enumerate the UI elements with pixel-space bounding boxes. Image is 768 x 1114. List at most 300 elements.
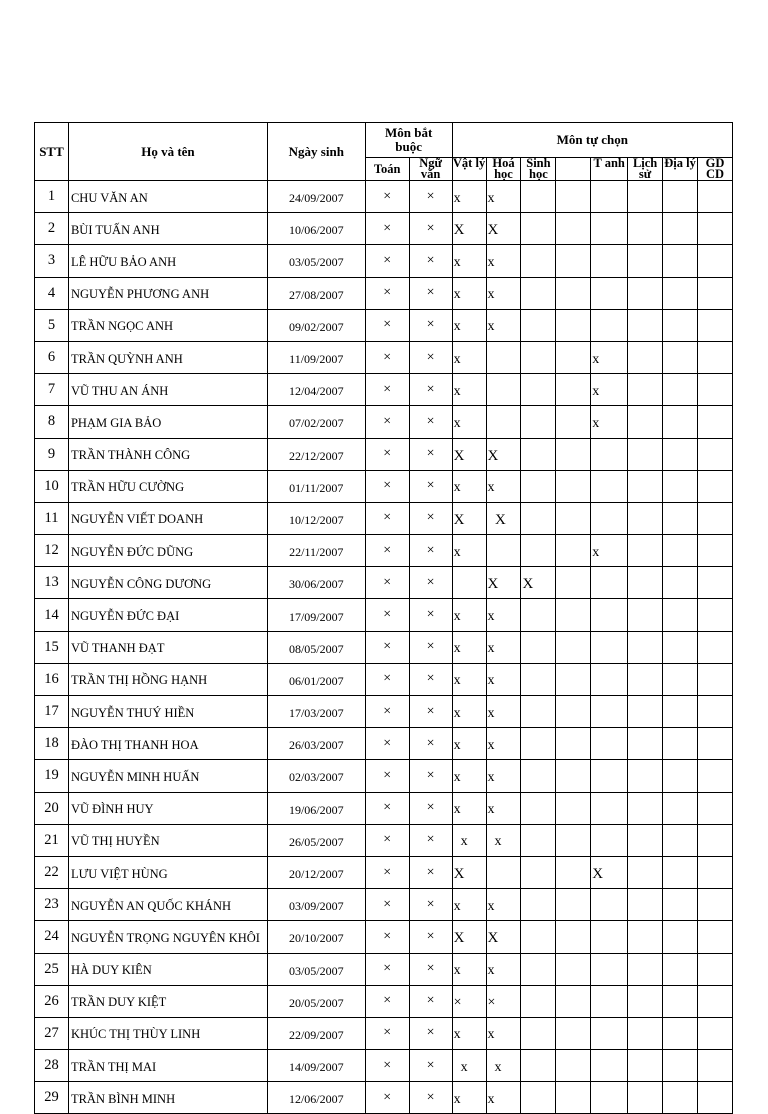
optional-mark: ×: [486, 985, 521, 1017]
optional-mark: x: [486, 889, 521, 921]
row-stt: 15: [35, 631, 69, 663]
optional-mark: [591, 277, 628, 309]
required-mark: ×: [409, 374, 452, 406]
optional-mark: [521, 599, 556, 631]
table-row: [35, 631, 733, 663]
header-dob: Ngày sinh: [267, 123, 365, 181]
optional-mark: [521, 696, 556, 728]
optional-mark: [628, 824, 663, 856]
row-name: VŨ THANH ĐẠT: [68, 631, 267, 663]
optional-mark: X: [521, 567, 556, 599]
optional-mark: [663, 921, 698, 953]
optional-mark: [591, 824, 628, 856]
optional-mark: [628, 921, 663, 953]
optional-mark: x: [591, 535, 628, 567]
row-dob: 11/09/2007: [267, 341, 365, 373]
optional-mark: x: [452, 760, 486, 792]
row-stt: 19: [35, 760, 69, 792]
optional-mark: [556, 245, 591, 277]
optional-mark: x: [452, 824, 486, 856]
required-mark: ×: [365, 760, 409, 792]
row-name: TRẦN THỊ MAI: [68, 1050, 267, 1082]
optional-mark: x: [486, 760, 521, 792]
required-mark: ×: [365, 406, 409, 438]
optional-mark: [628, 374, 663, 406]
optional-mark: x: [486, 696, 521, 728]
required-mark: ×: [365, 341, 409, 373]
optional-mark: [697, 438, 732, 470]
optional-mark: x: [486, 470, 521, 502]
optional-mark: [556, 856, 591, 888]
row-dob: 03/05/2007: [267, 953, 365, 985]
optional-mark: x: [486, 824, 521, 856]
row-stt: 1: [35, 181, 69, 213]
optional-mark: [697, 856, 732, 888]
row-stt: 6: [35, 341, 69, 373]
table-row: [35, 181, 733, 213]
optional-mark: x: [591, 374, 628, 406]
row-stt: 24: [35, 921, 69, 953]
required-mark: ×: [365, 1082, 409, 1114]
optional-mark: [556, 341, 591, 373]
header-required-label: Môn bắt buộc: [384, 125, 433, 154]
required-mark: ×: [409, 856, 452, 888]
optional-mark: [521, 277, 556, 309]
optional-mark: [663, 341, 698, 373]
optional-mark: x: [452, 728, 486, 760]
optional-mark: [697, 567, 732, 599]
row-name: TRẦN THÀNH CÔNG: [68, 438, 267, 470]
required-mark: ×: [409, 824, 452, 856]
optional-mark: [697, 1050, 732, 1082]
row-name: PHẠM GIA BẢO: [68, 406, 267, 438]
optional-mark: [521, 1050, 556, 1082]
optional-mark: x: [452, 953, 486, 985]
row-dob: 22/09/2007: [267, 1017, 365, 1049]
required-mark: ×: [365, 1017, 409, 1049]
optional-mark: [663, 792, 698, 824]
required-mark: ×: [409, 953, 452, 985]
row-stt: 26: [35, 985, 69, 1017]
required-mark: ×: [409, 696, 452, 728]
row-name: VŨ THU AN ÁNH: [68, 374, 267, 406]
optional-mark: [452, 567, 486, 599]
row-dob: 27/08/2007: [267, 277, 365, 309]
optional-mark: [663, 728, 698, 760]
table-row: [35, 406, 733, 438]
row-name: NGUYỄN TRỌNG NGUYÊN KHÔI: [68, 921, 267, 953]
optional-mark: [556, 599, 591, 631]
optional-mark: [591, 470, 628, 502]
optional-mark: [663, 1050, 698, 1082]
optional-mark: [628, 438, 663, 470]
optional-mark: [556, 760, 591, 792]
row-dob: 10/12/2007: [267, 502, 365, 534]
optional-mark: [591, 985, 628, 1017]
optional-mark: x: [452, 1082, 486, 1114]
optional-mark: [663, 535, 698, 567]
optional-mark: [663, 245, 698, 277]
header-optional-subject: GD CD: [697, 158, 732, 181]
required-mark: ×: [365, 181, 409, 213]
required-mark: ×: [365, 245, 409, 277]
required-mark: ×: [409, 728, 452, 760]
row-dob: 24/09/2007: [267, 181, 365, 213]
optional-mark: [663, 856, 698, 888]
optional-mark: x: [452, 245, 486, 277]
row-dob: 08/05/2007: [267, 631, 365, 663]
optional-mark: [628, 567, 663, 599]
optional-mark: [628, 631, 663, 663]
optional-mark: x: [591, 341, 628, 373]
header-optional-subject: Vật lý: [452, 158, 486, 181]
optional-mark: x: [452, 374, 486, 406]
row-name: TRẦN THỊ HỒNG HẠNH: [68, 663, 267, 695]
optional-mark: [521, 985, 556, 1017]
optional-mark: [486, 535, 521, 567]
required-mark: ×: [365, 374, 409, 406]
optional-mark: [663, 181, 698, 213]
row-name: HÀ DUY KIÊN: [68, 953, 267, 985]
required-mark: ×: [409, 1082, 452, 1114]
optional-mark: [521, 374, 556, 406]
required-mark: ×: [365, 567, 409, 599]
table-row: [35, 1050, 733, 1082]
optional-mark: [697, 921, 732, 953]
row-stt: 28: [35, 1050, 69, 1082]
row-dob: 14/09/2007: [267, 1050, 365, 1082]
required-mark: ×: [365, 728, 409, 760]
optional-mark: [556, 728, 591, 760]
optional-mark: [628, 309, 663, 341]
optional-mark: X: [452, 438, 486, 470]
optional-mark: [591, 438, 628, 470]
required-mark: ×: [365, 953, 409, 985]
optional-mark: x: [452, 889, 486, 921]
optional-mark: [556, 277, 591, 309]
optional-mark: [697, 245, 732, 277]
optional-mark: [521, 245, 556, 277]
header-optional-subject: Sinh học: [521, 158, 556, 181]
table-row: [35, 728, 733, 760]
optional-mark: x: [452, 696, 486, 728]
row-stt: 23: [35, 889, 69, 921]
row-dob: 20/05/2007: [267, 985, 365, 1017]
optional-mark: [521, 631, 556, 663]
table-row: [35, 985, 733, 1017]
row-stt: 8: [35, 406, 69, 438]
optional-mark: [486, 374, 521, 406]
optional-mark: [521, 824, 556, 856]
header-name: Họ và tên: [68, 123, 267, 181]
optional-mark: [628, 728, 663, 760]
row-name: LƯU VIỆT HÙNG: [68, 856, 267, 888]
optional-mark: [521, 406, 556, 438]
header-required-group: [365, 123, 452, 158]
header-optional-subject: Hoá học: [486, 158, 521, 181]
optional-mark: [697, 309, 732, 341]
row-stt: 25: [35, 953, 69, 985]
row-stt: 12: [35, 535, 69, 567]
optional-mark: [591, 599, 628, 631]
optional-mark: [556, 696, 591, 728]
row-dob: 20/10/2007: [267, 921, 365, 953]
row-dob: 20/12/2007: [267, 856, 365, 888]
required-mark: ×: [409, 309, 452, 341]
optional-mark: [521, 1017, 556, 1049]
optional-mark: [697, 535, 732, 567]
required-mark: ×: [365, 599, 409, 631]
optional-mark: x: [452, 277, 486, 309]
optional-mark: [663, 309, 698, 341]
required-mark: ×: [409, 438, 452, 470]
optional-mark: [591, 1082, 628, 1114]
row-stt: 3: [35, 245, 69, 277]
row-name: NGUYỄN ĐỨC DŨNG: [68, 535, 267, 567]
optional-mark: [591, 792, 628, 824]
optional-mark: [591, 245, 628, 277]
table-row: [35, 889, 733, 921]
optional-mark: [628, 1017, 663, 1049]
row-dob: 12/06/2007: [267, 1082, 365, 1114]
row-name: TRẦN QUỲNH ANH: [68, 341, 267, 373]
optional-mark: x: [452, 1050, 486, 1082]
row-dob: 26/03/2007: [267, 728, 365, 760]
optional-mark: [628, 953, 663, 985]
required-mark: ×: [365, 696, 409, 728]
optional-mark: [628, 470, 663, 502]
optional-mark: x: [452, 406, 486, 438]
optional-mark: [663, 663, 698, 695]
optional-mark: [663, 1082, 698, 1114]
optional-mark: [697, 663, 732, 695]
optional-mark: [628, 1050, 663, 1082]
row-stt: 16: [35, 663, 69, 695]
row-stt: 7: [35, 374, 69, 406]
required-mark: ×: [365, 470, 409, 502]
optional-mark: [663, 953, 698, 985]
optional-mark: [697, 792, 732, 824]
optional-mark: [663, 631, 698, 663]
row-name: LÊ HỮU BẢO ANH: [68, 245, 267, 277]
optional-mark: [591, 889, 628, 921]
optional-mark: [556, 792, 591, 824]
optional-mark: x: [486, 1050, 521, 1082]
optional-mark: x: [591, 406, 628, 438]
optional-mark: [628, 760, 663, 792]
table-row: [35, 502, 733, 534]
row-name: ĐÀO THỊ THANH HOA: [68, 728, 267, 760]
optional-mark: x: [452, 599, 486, 631]
optional-mark: [556, 631, 591, 663]
optional-mark: [628, 535, 663, 567]
row-stt: 17: [35, 696, 69, 728]
row-stt: 21: [35, 824, 69, 856]
required-mark: ×: [365, 985, 409, 1017]
row-stt: 20: [35, 792, 69, 824]
optional-mark: [663, 277, 698, 309]
optional-mark: [697, 599, 732, 631]
row-name: NGUYỄN VIẾT DOANH: [68, 502, 267, 534]
optional-mark: x: [452, 309, 486, 341]
optional-mark: [663, 824, 698, 856]
optional-mark: [663, 567, 698, 599]
optional-mark: [521, 470, 556, 502]
optional-mark: X: [452, 502, 486, 534]
row-dob: 06/01/2007: [267, 663, 365, 695]
required-mark: ×: [409, 1017, 452, 1049]
required-mark: ×: [409, 760, 452, 792]
table-row: [35, 856, 733, 888]
row-stt: 5: [35, 309, 69, 341]
optional-mark: [697, 760, 732, 792]
row-dob: 10/06/2007: [267, 213, 365, 245]
optional-mark: [697, 502, 732, 534]
optional-mark: [697, 341, 732, 373]
optional-mark: x: [486, 599, 521, 631]
optional-mark: [556, 502, 591, 534]
optional-mark: [556, 1017, 591, 1049]
required-mark: ×: [365, 1050, 409, 1082]
row-name: NGUYỄN THUÝ HIỀN: [68, 696, 267, 728]
optional-mark: [697, 631, 732, 663]
table-row: [35, 470, 733, 502]
registration-table: [34, 122, 733, 1114]
optional-mark: x: [486, 1082, 521, 1114]
optional-mark: [697, 985, 732, 1017]
header-optional-subject: Địa lý: [663, 158, 698, 181]
table-row: [35, 1017, 733, 1049]
required-mark: ×: [409, 470, 452, 502]
header-optional-subject: Lịch sử: [628, 158, 663, 181]
optional-mark: [663, 889, 698, 921]
optional-mark: [697, 1017, 732, 1049]
optional-mark: [697, 696, 732, 728]
required-mark: ×: [409, 181, 452, 213]
row-stt: 4: [35, 277, 69, 309]
optional-mark: [556, 406, 591, 438]
header-optional-subject: T anh: [591, 158, 628, 181]
optional-mark: x: [486, 1017, 521, 1049]
row-dob: 30/06/2007: [267, 567, 365, 599]
required-mark: ×: [365, 309, 409, 341]
optional-mark: [697, 889, 732, 921]
optional-mark: x: [452, 341, 486, 373]
optional-mark: X: [486, 567, 521, 599]
optional-mark: [628, 213, 663, 245]
optional-mark: [663, 374, 698, 406]
header-required-subject: Ngữ văn: [409, 158, 452, 181]
optional-mark: [697, 953, 732, 985]
optional-mark: [663, 1017, 698, 1049]
row-name: VŨ THỊ HUYỀN: [68, 824, 267, 856]
optional-mark: [628, 663, 663, 695]
row-dob: 09/02/2007: [267, 309, 365, 341]
optional-mark: x: [486, 277, 521, 309]
required-mark: ×: [365, 663, 409, 695]
optional-mark: [486, 856, 521, 888]
optional-mark: [521, 438, 556, 470]
optional-mark: [628, 1082, 663, 1114]
optional-mark: [591, 760, 628, 792]
required-mark: ×: [365, 213, 409, 245]
optional-mark: [697, 277, 732, 309]
row-dob: 07/02/2007: [267, 406, 365, 438]
optional-mark: x: [486, 245, 521, 277]
optional-mark: [591, 502, 628, 534]
optional-mark: x: [486, 309, 521, 341]
optional-mark: [556, 438, 591, 470]
optional-mark: [556, 824, 591, 856]
required-mark: ×: [409, 599, 452, 631]
table-row: [35, 599, 733, 631]
optional-mark: X: [452, 213, 486, 245]
required-mark: ×: [409, 277, 452, 309]
required-mark: ×: [365, 535, 409, 567]
row-stt: 14: [35, 599, 69, 631]
row-name: TRẦN BÌNH MINH: [68, 1082, 267, 1114]
optional-mark: [521, 535, 556, 567]
required-mark: ×: [409, 502, 452, 534]
optional-mark: [628, 181, 663, 213]
optional-mark: X: [452, 921, 486, 953]
optional-mark: [556, 1050, 591, 1082]
table-row: [35, 213, 733, 245]
optional-mark: [591, 953, 628, 985]
required-mark: ×: [409, 213, 452, 245]
optional-mark: [591, 1050, 628, 1082]
optional-mark: x: [486, 728, 521, 760]
table-row: [35, 824, 733, 856]
optional-mark: [591, 921, 628, 953]
required-mark: ×: [365, 792, 409, 824]
optional-mark: [521, 889, 556, 921]
row-stt: 27: [35, 1017, 69, 1049]
row-stt: 10: [35, 470, 69, 502]
optional-mark: [521, 502, 556, 534]
optional-mark: [663, 599, 698, 631]
optional-mark: [628, 856, 663, 888]
optional-mark: X: [486, 921, 521, 953]
required-mark: ×: [365, 889, 409, 921]
optional-mark: [697, 213, 732, 245]
row-name: KHÚC THỊ THÙY LINH: [68, 1017, 267, 1049]
optional-mark: [591, 567, 628, 599]
optional-mark: [628, 696, 663, 728]
optional-mark: [521, 341, 556, 373]
optional-mark: [591, 663, 628, 695]
row-dob: 02/03/2007: [267, 760, 365, 792]
table-row: [35, 760, 733, 792]
table-row: [35, 374, 733, 406]
table-row: [35, 438, 733, 470]
row-dob: 26/05/2007: [267, 824, 365, 856]
optional-mark: [628, 502, 663, 534]
row-dob: 17/09/2007: [267, 599, 365, 631]
row-dob: 22/11/2007: [267, 535, 365, 567]
optional-mark: X: [486, 438, 521, 470]
optional-mark: [663, 470, 698, 502]
optional-mark: [521, 728, 556, 760]
optional-mark: [663, 213, 698, 245]
optional-mark: [697, 181, 732, 213]
optional-mark: [628, 985, 663, 1017]
optional-mark: [591, 696, 628, 728]
header-optional-subject: [556, 158, 591, 181]
optional-mark: [628, 341, 663, 373]
required-mark: ×: [365, 921, 409, 953]
row-dob: 01/11/2007: [267, 470, 365, 502]
